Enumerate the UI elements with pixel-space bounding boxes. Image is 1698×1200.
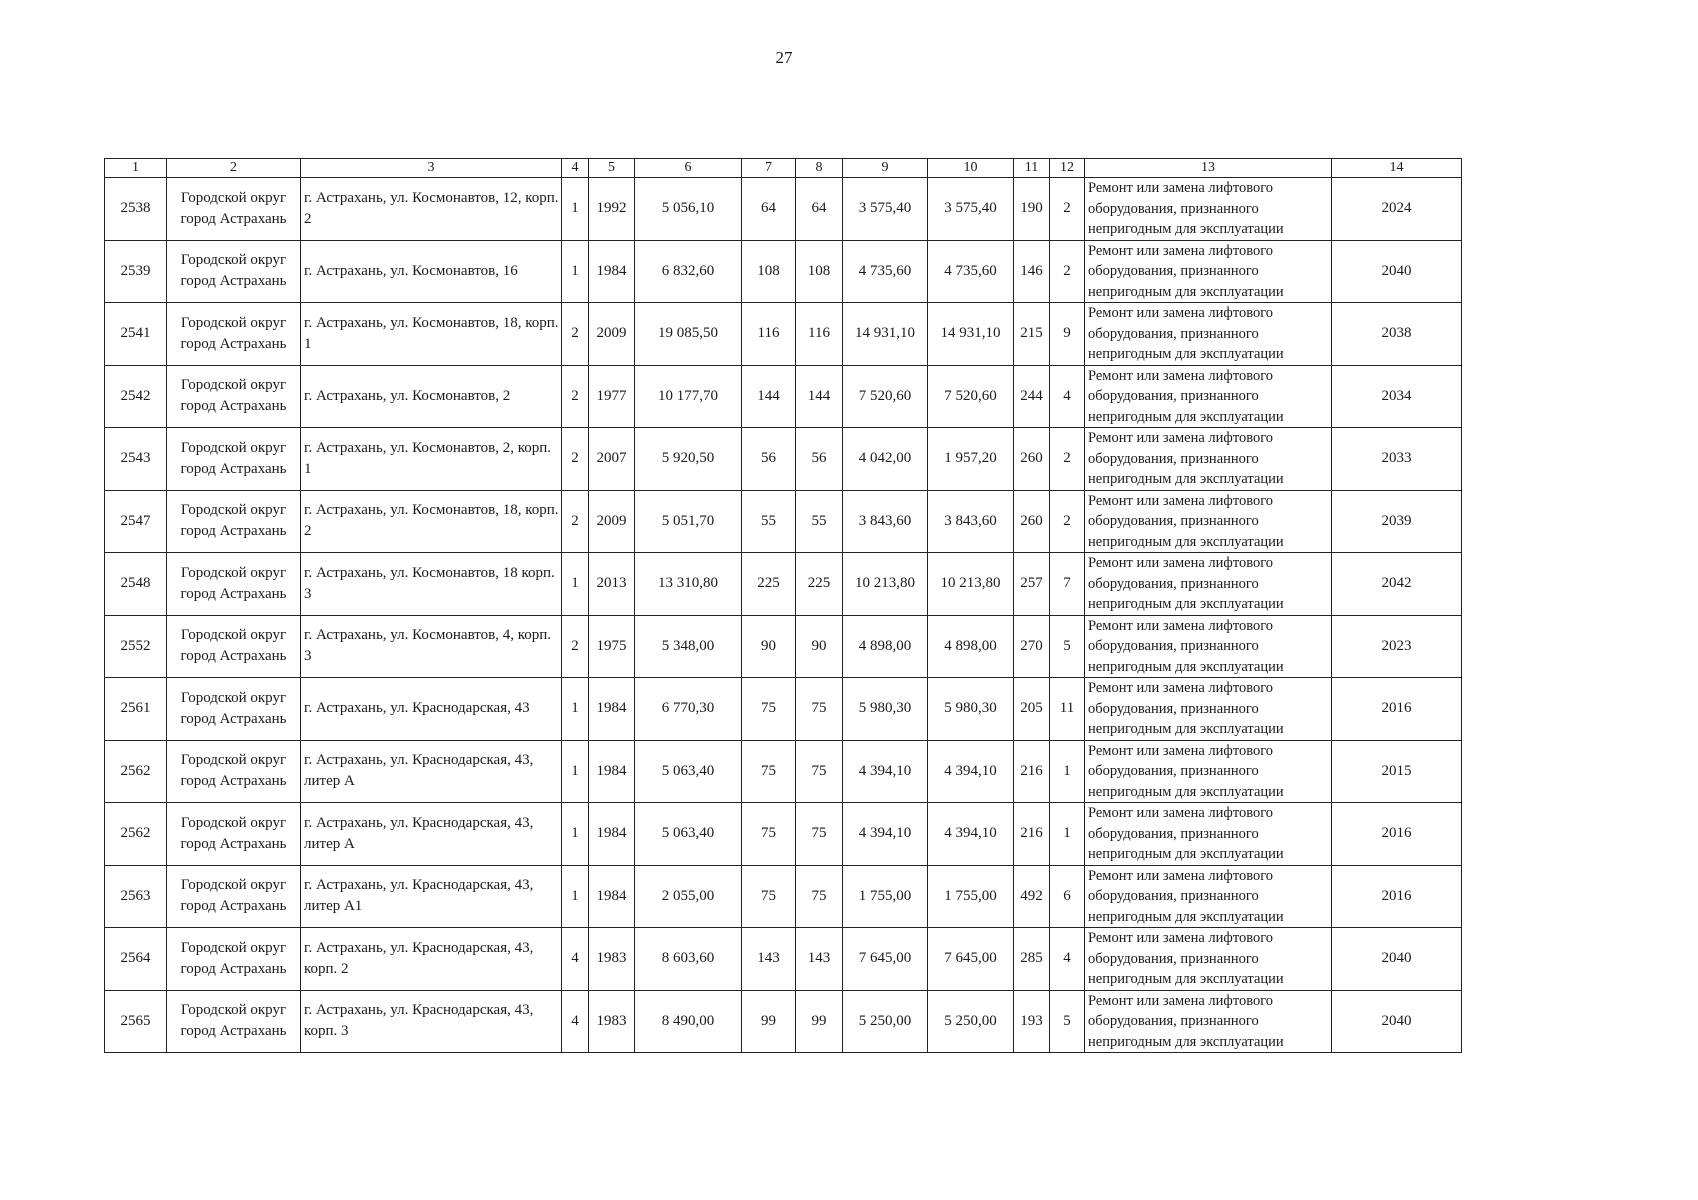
cell-col-7: 108 <box>742 240 796 303</box>
cell-address: г. Астрахань, ул. Краснодарская, 43, корп. 2 <box>301 928 562 991</box>
cell-work-type: Ремонт или замена лифтового оборудования, признанного непригодным для эксплуатации <box>1085 178 1332 241</box>
column-header: 5 <box>589 159 635 178</box>
cell-municipality: Городской округ город Астрахань <box>167 615 301 678</box>
cell-col-6: 2 055,00 <box>635 865 742 928</box>
table-row <box>105 365 1462 428</box>
cell-col-8: 75 <box>796 803 843 866</box>
cell-municipality: Городской округ город Астрахань <box>167 865 301 928</box>
cell-record-number: 2563 <box>105 865 167 928</box>
cell-col-6: 5 056,10 <box>635 178 742 241</box>
cell-col-7: 75 <box>742 865 796 928</box>
cell-col-8: 144 <box>796 365 843 428</box>
cell-col-11: 260 <box>1014 490 1050 553</box>
cell-col-6: 5 063,40 <box>635 740 742 803</box>
cell-work-type: Ремонт или замена лифтового оборудования, признанного непригодным для эксплуатации <box>1085 803 1332 866</box>
cell-col-12: 2 <box>1050 428 1085 491</box>
cell-year: 1975 <box>589 615 635 678</box>
cell-col-4: 1 <box>562 803 589 866</box>
cell-col-10: 1 755,00 <box>928 865 1014 928</box>
cell-col-12: 5 <box>1050 615 1085 678</box>
column-header: 10 <box>928 159 1014 178</box>
cell-col-7: 225 <box>742 553 796 616</box>
cell-col-4: 2 <box>562 490 589 553</box>
column-header: 3 <box>301 159 562 178</box>
column-header: 7 <box>742 159 796 178</box>
cell-work-type: Ремонт или замена лифтового оборудования, признанного непригодным для эксплуатации <box>1085 615 1332 678</box>
cell-col-9: 3 575,40 <box>843 178 928 241</box>
cell-col-7: 90 <box>742 615 796 678</box>
cell-planned-year: 2016 <box>1332 803 1462 866</box>
cell-col-10: 14 931,10 <box>928 303 1014 366</box>
cell-municipality: Городской округ город Астрахань <box>167 990 301 1053</box>
cell-municipality: Городской округ город Астрахань <box>167 303 301 366</box>
cell-col-12: 9 <box>1050 303 1085 366</box>
cell-col-12: 2 <box>1050 490 1085 553</box>
cell-address: г. Астрахань, ул. Краснодарская, 43, корп. 3 <box>301 990 562 1053</box>
cell-record-number: 2548 <box>105 553 167 616</box>
cell-col-7: 56 <box>742 428 796 491</box>
cell-municipality: Городской округ город Астрахань <box>167 365 301 428</box>
cell-col-12: 4 <box>1050 928 1085 991</box>
cell-col-9: 7 645,00 <box>843 928 928 991</box>
table-row <box>105 428 1462 491</box>
cell-col-11: 215 <box>1014 303 1050 366</box>
cell-col-8: 225 <box>796 553 843 616</box>
cell-planned-year: 2040 <box>1332 990 1462 1053</box>
table-row <box>105 678 1462 741</box>
cell-address: г. Астрахань, ул. Краснодарская, 43, литер А <box>301 740 562 803</box>
cell-work-type: Ремонт или замена лифтового оборудования, признанного непригодным для эксплуатации <box>1085 928 1332 991</box>
cell-address: г. Астрахань, ул. Космонавтов, 18, корп. 2 <box>301 490 562 553</box>
column-header: 12 <box>1050 159 1085 178</box>
cell-col-7: 75 <box>742 740 796 803</box>
cell-planned-year: 2039 <box>1332 490 1462 553</box>
cell-work-type: Ремонт или замена лифтового оборудования, признанного непригодным для эксплуатации <box>1085 553 1332 616</box>
cell-col-6: 6 832,60 <box>635 240 742 303</box>
cell-col-12: 11 <box>1050 678 1085 741</box>
cell-address: г. Астрахань, ул. Космонавтов, 2 <box>301 365 562 428</box>
cell-record-number: 2543 <box>105 428 167 491</box>
cell-planned-year: 2024 <box>1332 178 1462 241</box>
column-header: 2 <box>167 159 301 178</box>
cell-col-6: 5 920,50 <box>635 428 742 491</box>
cell-municipality: Городской округ город Астрахань <box>167 240 301 303</box>
cell-col-11: 190 <box>1014 178 1050 241</box>
cell-planned-year: 2033 <box>1332 428 1462 491</box>
housing-register-table <box>104 158 1462 1053</box>
cell-col-12: 5 <box>1050 990 1085 1053</box>
cell-col-4: 1 <box>562 178 589 241</box>
cell-col-10: 10 213,80 <box>928 553 1014 616</box>
cell-record-number: 2562 <box>105 740 167 803</box>
cell-col-9: 5 250,00 <box>843 990 928 1053</box>
cell-col-4: 1 <box>562 678 589 741</box>
cell-work-type: Ремонт или замена лифтового оборудования, признанного непригодным для эксплуатации <box>1085 240 1332 303</box>
cell-col-4: 2 <box>562 303 589 366</box>
table-row <box>105 865 1462 928</box>
cell-address: г. Астрахань, ул. Космонавтов, 18, корп. 1 <box>301 303 562 366</box>
cell-address: г. Астрахань, ул. Космонавтов, 16 <box>301 240 562 303</box>
cell-col-6: 5 063,40 <box>635 803 742 866</box>
cell-record-number: 2564 <box>105 928 167 991</box>
cell-year: 1984 <box>589 678 635 741</box>
cell-col-9: 4 394,10 <box>843 803 928 866</box>
cell-col-4: 2 <box>562 615 589 678</box>
cell-col-8: 90 <box>796 615 843 678</box>
cell-planned-year: 2016 <box>1332 678 1462 741</box>
cell-col-11: 193 <box>1014 990 1050 1053</box>
cell-year: 1983 <box>589 928 635 991</box>
cell-col-10: 4 394,10 <box>928 803 1014 866</box>
cell-col-9: 1 755,00 <box>843 865 928 928</box>
cell-col-8: 75 <box>796 740 843 803</box>
cell-col-9: 5 980,30 <box>843 678 928 741</box>
cell-col-8: 108 <box>796 240 843 303</box>
cell-col-9: 4 394,10 <box>843 740 928 803</box>
cell-col-8: 75 <box>796 678 843 741</box>
cell-col-6: 8 603,60 <box>635 928 742 991</box>
cell-col-11: 216 <box>1014 740 1050 803</box>
cell-planned-year: 2042 <box>1332 553 1462 616</box>
cell-municipality: Городской округ город Астрахань <box>167 928 301 991</box>
table-row <box>105 803 1462 866</box>
cell-col-11: 260 <box>1014 428 1050 491</box>
cell-work-type: Ремонт или замена лифтового оборудования, признанного непригодным для эксплуатации <box>1085 428 1332 491</box>
column-header: 1 <box>105 159 167 178</box>
cell-year: 1992 <box>589 178 635 241</box>
cell-col-12: 2 <box>1050 240 1085 303</box>
cell-record-number: 2539 <box>105 240 167 303</box>
table-row <box>105 303 1462 366</box>
cell-col-9: 4 735,60 <box>843 240 928 303</box>
cell-col-7: 99 <box>742 990 796 1053</box>
cell-municipality: Городской округ город Астрахань <box>167 428 301 491</box>
cell-col-4: 2 <box>562 365 589 428</box>
cell-record-number: 2561 <box>105 678 167 741</box>
cell-col-7: 55 <box>742 490 796 553</box>
cell-address: г. Астрахань, ул. Космонавтов, 4, корп. 3 <box>301 615 562 678</box>
cell-record-number: 2547 <box>105 490 167 553</box>
column-header: 13 <box>1085 159 1332 178</box>
column-header: 6 <box>635 159 742 178</box>
cell-col-8: 99 <box>796 990 843 1053</box>
table-row <box>105 990 1462 1053</box>
cell-col-9: 3 843,60 <box>843 490 928 553</box>
cell-municipality: Городской округ город Астрахань <box>167 553 301 616</box>
cell-planned-year: 2015 <box>1332 740 1462 803</box>
cell-record-number: 2541 <box>105 303 167 366</box>
cell-municipality: Городской округ город Астрахань <box>167 490 301 553</box>
cell-year: 1984 <box>589 740 635 803</box>
column-header: 9 <box>843 159 928 178</box>
cell-year: 1977 <box>589 365 635 428</box>
cell-work-type: Ремонт или замена лифтового оборудования, признанного непригодным для эксплуатации <box>1085 678 1332 741</box>
cell-col-11: 216 <box>1014 803 1050 866</box>
cell-planned-year: 2038 <box>1332 303 1462 366</box>
cell-address: г. Астрахань, ул. Космонавтов, 12, корп. 2 <box>301 178 562 241</box>
cell-col-6: 10 177,70 <box>635 365 742 428</box>
cell-address: г. Астрахань, ул. Краснодарская, 43, литер А <box>301 803 562 866</box>
cell-record-number: 2552 <box>105 615 167 678</box>
cell-col-7: 116 <box>742 303 796 366</box>
cell-col-8: 56 <box>796 428 843 491</box>
table-row <box>105 928 1462 991</box>
cell-year: 1984 <box>589 240 635 303</box>
cell-year: 1984 <box>589 803 635 866</box>
cell-col-6: 5 051,70 <box>635 490 742 553</box>
cell-col-6: 19 085,50 <box>635 303 742 366</box>
cell-col-4: 2 <box>562 428 589 491</box>
cell-municipality: Городской округ город Астрахань <box>167 803 301 866</box>
cell-col-10: 4 735,60 <box>928 240 1014 303</box>
cell-record-number: 2538 <box>105 178 167 241</box>
cell-planned-year: 2023 <box>1332 615 1462 678</box>
cell-col-10: 1 957,20 <box>928 428 1014 491</box>
cell-year: 2007 <box>589 428 635 491</box>
cell-col-10: 7 520,60 <box>928 365 1014 428</box>
cell-col-10: 4 394,10 <box>928 740 1014 803</box>
cell-col-9: 4 042,00 <box>843 428 928 491</box>
table-row <box>105 740 1462 803</box>
page-number: 27 <box>775 48 793 67</box>
cell-col-11: 492 <box>1014 865 1050 928</box>
table-row <box>105 553 1462 616</box>
cell-col-7: 75 <box>742 678 796 741</box>
cell-work-type: Ремонт или замена лифтового оборудования, признанного непригодным для эксплуатации <box>1085 365 1332 428</box>
cell-year: 1984 <box>589 865 635 928</box>
cell-col-9: 10 213,80 <box>843 553 928 616</box>
cell-record-number: 2565 <box>105 990 167 1053</box>
cell-col-9: 4 898,00 <box>843 615 928 678</box>
cell-record-number: 2542 <box>105 365 167 428</box>
cell-col-9: 7 520,60 <box>843 365 928 428</box>
cell-col-12: 2 <box>1050 178 1085 241</box>
cell-work-type: Ремонт или замена лифтового оборудования, признанного непригодным для эксплуатации <box>1085 990 1332 1053</box>
cell-work-type: Ремонт или замена лифтового оборудования, признанного непригодным для эксплуатации <box>1085 490 1332 553</box>
column-header: 8 <box>796 159 843 178</box>
cell-col-4: 4 <box>562 990 589 1053</box>
cell-col-9: 14 931,10 <box>843 303 928 366</box>
cell-col-7: 64 <box>742 178 796 241</box>
cell-col-7: 143 <box>742 928 796 991</box>
cell-col-4: 1 <box>562 740 589 803</box>
cell-col-6: 8 490,00 <box>635 990 742 1053</box>
cell-municipality: Городской округ город Астрахань <box>167 740 301 803</box>
cell-year: 2009 <box>589 303 635 366</box>
cell-col-7: 144 <box>742 365 796 428</box>
cell-col-6: 5 348,00 <box>635 615 742 678</box>
cell-col-10: 3 843,60 <box>928 490 1014 553</box>
column-header: 14 <box>1332 159 1462 178</box>
cell-col-10: 7 645,00 <box>928 928 1014 991</box>
cell-col-10: 4 898,00 <box>928 615 1014 678</box>
table-row <box>105 178 1462 241</box>
cell-col-8: 55 <box>796 490 843 553</box>
cell-col-7: 75 <box>742 803 796 866</box>
cell-col-8: 116 <box>796 303 843 366</box>
cell-work-type: Ремонт или замена лифтового оборудования, признанного непригодным для эксплуатации <box>1085 740 1332 803</box>
cell-municipality: Городской округ город Астрахань <box>167 678 301 741</box>
table-row <box>105 615 1462 678</box>
cell-col-11: 244 <box>1014 365 1050 428</box>
cell-address: г. Астрахань, ул. Космонавтов, 18 корп. 3 <box>301 553 562 616</box>
cell-col-6: 13 310,80 <box>635 553 742 616</box>
cell-year: 2009 <box>589 490 635 553</box>
cell-col-10: 5 980,30 <box>928 678 1014 741</box>
cell-col-11: 257 <box>1014 553 1050 616</box>
cell-col-12: 4 <box>1050 365 1085 428</box>
cell-col-11: 285 <box>1014 928 1050 991</box>
cell-col-4: 1 <box>562 240 589 303</box>
cell-col-10: 3 575,40 <box>928 178 1014 241</box>
cell-year: 1983 <box>589 990 635 1053</box>
cell-col-12: 6 <box>1050 865 1085 928</box>
cell-col-12: 7 <box>1050 553 1085 616</box>
cell-year: 2013 <box>589 553 635 616</box>
column-header: 11 <box>1014 159 1050 178</box>
cell-col-8: 64 <box>796 178 843 241</box>
cell-col-12: 1 <box>1050 740 1085 803</box>
cell-address: г. Астрахань, ул. Краснодарская, 43, литер А1 <box>301 865 562 928</box>
cell-col-11: 270 <box>1014 615 1050 678</box>
table-row <box>105 490 1462 553</box>
cell-col-8: 75 <box>796 865 843 928</box>
cell-col-12: 1 <box>1050 803 1085 866</box>
cell-planned-year: 2040 <box>1332 928 1462 991</box>
cell-col-11: 146 <box>1014 240 1050 303</box>
cell-col-10: 5 250,00 <box>928 990 1014 1053</box>
cell-col-8: 143 <box>796 928 843 991</box>
cell-work-type: Ремонт или замена лифтового оборудования, признанного непригодным для эксплуатации <box>1085 303 1332 366</box>
cell-col-11: 205 <box>1014 678 1050 741</box>
cell-col-4: 4 <box>562 928 589 991</box>
column-number-row <box>105 159 1462 178</box>
cell-planned-year: 2016 <box>1332 865 1462 928</box>
cell-address: г. Астрахань, ул. Космонавтов, 2, корп. 1 <box>301 428 562 491</box>
cell-col-4: 1 <box>562 865 589 928</box>
cell-planned-year: 2040 <box>1332 240 1462 303</box>
cell-planned-year: 2034 <box>1332 365 1462 428</box>
cell-work-type: Ремонт или замена лифтового оборудования, признанного непригодным для эксплуатации <box>1085 865 1332 928</box>
table-row <box>105 240 1462 303</box>
cell-col-6: 6 770,30 <box>635 678 742 741</box>
cell-municipality: Городской округ город Астрахань <box>167 178 301 241</box>
column-header: 4 <box>562 159 589 178</box>
cell-address: г. Астрахань, ул. Краснодарская, 43 <box>301 678 562 741</box>
cell-record-number: 2562 <box>105 803 167 866</box>
cell-col-4: 1 <box>562 553 589 616</box>
